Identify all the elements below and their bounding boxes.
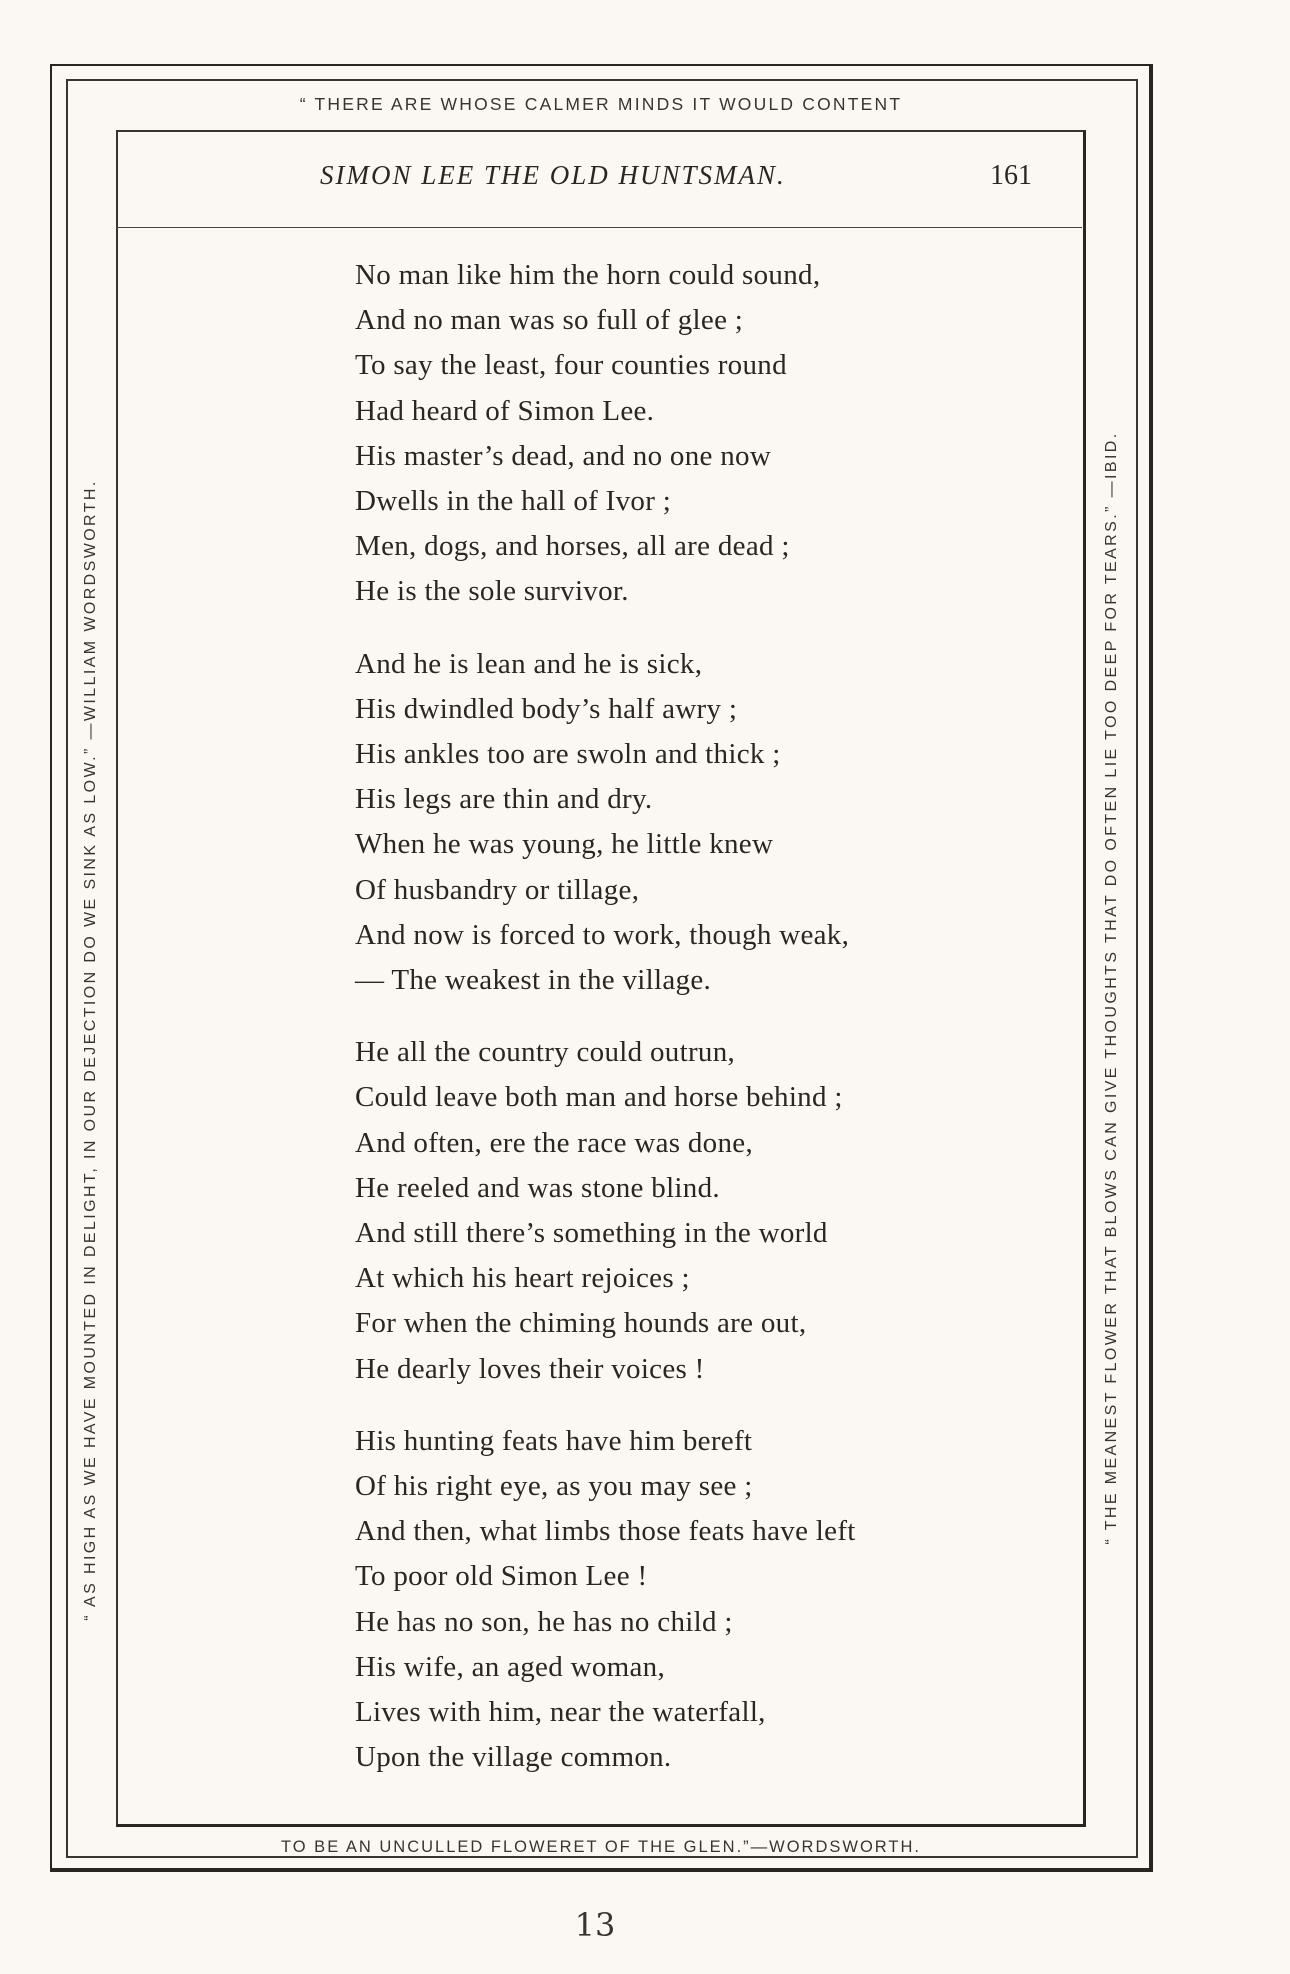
- poem-line: — The weakest in the village.: [355, 964, 712, 997]
- poem-line: Dwells in the hall of Ivor ;: [355, 485, 672, 518]
- bottom-margin-quote: TO BE AN UNCULLED FLOWERET OF THE GLEN.”—WORDSWORTH.: [280, 1838, 921, 1856]
- running-title: SIMON LEE THE OLD HUNTSMAN.: [320, 160, 786, 190]
- poem-line: To poor old Simon Lee !: [355, 1560, 648, 1593]
- stanza: [355, 253, 1055, 615]
- poem-line: His wife, an aged woman,: [355, 1650, 666, 1683]
- poem-line: To say the least, four counties round: [355, 349, 787, 382]
- poem-line: His legs are thin and dry.: [355, 783, 653, 816]
- poem-line: His master’s dead, and no one now: [355, 439, 772, 472]
- poem-line: He reeled and was stone blind.: [355, 1171, 720, 1204]
- stanza: [355, 1030, 1055, 1392]
- left-margin-quote: “ AS HIGH AS WE HAVE MOUNTED IN DELIGHT, IN OUR DEJECTION DO WE SINK AS LOW.” —WILLIAM WORDSWORTH.: [82, 479, 99, 1621]
- poem-line: He has no son, he has no child ;: [355, 1605, 733, 1638]
- top-margin-quote: “ THERE ARE WHOSE CALMER MINDS IT WOULD CONTENT: [299, 94, 903, 114]
- poem-line: His dwindled body’s half awry ;: [355, 692, 738, 725]
- poem-line: He dearly loves their voices !: [355, 1352, 705, 1385]
- poem-line: Upon the village common.: [355, 1741, 672, 1774]
- printer-signature: 13: [574, 1906, 616, 1944]
- poem-line: His hunting feats have him bereft: [355, 1424, 753, 1457]
- poem-line: And now is forced to work, though weak,: [355, 918, 850, 951]
- poem-line: Could leave both man and horse behind ;: [355, 1081, 843, 1114]
- poem-line: At which his heart rejoices ;: [355, 1262, 690, 1295]
- poem-line: And often, ere the race was done,: [355, 1126, 754, 1159]
- stanza: [355, 642, 1055, 1004]
- poem-line: No man like him the horn could sound,: [355, 259, 821, 291]
- poem-line: And no man was so full of glee ;: [355, 304, 744, 337]
- poem-line: And he is lean and he is sick,: [355, 647, 703, 680]
- poem-line: And then, what limbs those feats have left: [355, 1515, 856, 1548]
- poem-line: Lives with him, near the waterfall,: [355, 1696, 766, 1729]
- poem: [355, 253, 1055, 1781]
- stanza: [355, 1419, 1055, 1781]
- poem-line: For when the chiming hounds are out,: [355, 1307, 807, 1340]
- poem-line: When he was young, he little knew: [355, 828, 774, 861]
- right-margin-quote: “ THE MEANEST FLOWER THAT BLOWS CAN GIVE THOUGHTS THAT DO OFTEN LIE TOO DEEP FOR TEARS.” —IBID.: [1103, 431, 1120, 1545]
- header-rule: [116, 227, 1082, 228]
- poem-line: Of husbandry or tillage,: [355, 873, 640, 906]
- poem-line: Of his right eye, as you may see ;: [355, 1470, 753, 1503]
- page-number: 161: [990, 160, 1032, 191]
- poem-line: He is the sole survivor.: [355, 575, 629, 608]
- poem-line: Men, dogs, and horses, all are dead ;: [355, 530, 790, 563]
- poem-line: And still there’s something in the world: [355, 1217, 828, 1250]
- poem-line: He all the country could outrun,: [355, 1036, 736, 1069]
- poem-line: Had heard of Simon Lee.: [355, 394, 655, 427]
- poem-line: His ankles too are swoln and thick ;: [355, 738, 781, 771]
